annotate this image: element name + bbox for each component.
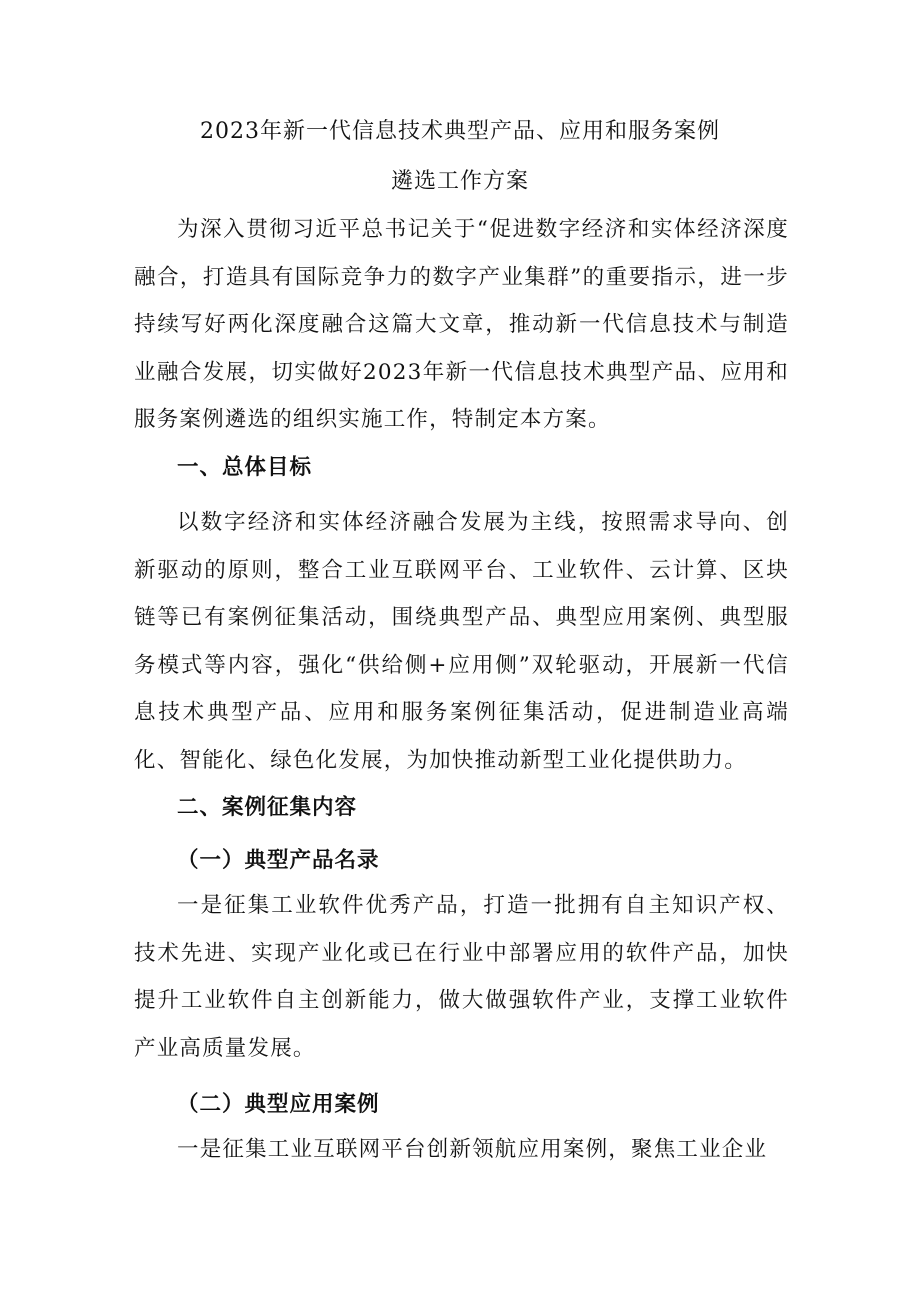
section-overall-goal-body: 以数字经济和实体经济融合发展为主线，按照需求导向、创新驱动的原则，整合工业互联网平台、工业软件、云计算、区块链等已有案例征集活动，围绕典型产品、典型应用案例、典型服务模式等内容，强化“供给侧+应用侧”双轮驱动，开展新一代信息技术典型产品、应用和服务案例征集活动，促进制造业高端化、智能化、绿色化发展，为加快推动新型工业化提供助力。 <box>134 510 789 773</box>
subsection-heading-typical-products: （一）典型产品名录 <box>177 848 380 873</box>
document-title-line-1: 2023年新一代信息技术典型产品、应用和服务案例 <box>200 119 720 144</box>
subsection-heading-typical-applications: （二）典型应用案例 <box>177 1092 380 1117</box>
document-title-line-2: 遴选工作方案 <box>390 169 529 194</box>
section-heading-case-content: 二、案例征集内容 <box>177 795 358 820</box>
subsection-typical-applications-body: 一是征集工业互联网平台创新领航应用案例，聚焦工业企业 <box>177 1137 768 1162</box>
section-heading-overall-goal: 一、总体目标 <box>177 455 313 480</box>
subsection-typical-products-body: 一是征集工业软件优秀产品，打造一批拥有自主知识产权、技术先进、实现产业化或已在行业中部署应用的软件产品，加快提升工业软件自主创新能力，做大做强软件产业，支撑工业软件产业高质量发展。 <box>134 893 789 1061</box>
intro-paragraph: 为深入贯彻习近平总书记关于“促进数字经济和实体经济深度融合，打造具有国际竞争力的数字产业集群”的重要指示，进一步持续写好两化深度融合这篇大文章，推动新一代信息技术与制造业融合发展，切实做好2023年新一代信息技术典型产品、应用和服务案例遴选的组织实施工作，特制定本方案。 <box>134 217 789 433</box>
